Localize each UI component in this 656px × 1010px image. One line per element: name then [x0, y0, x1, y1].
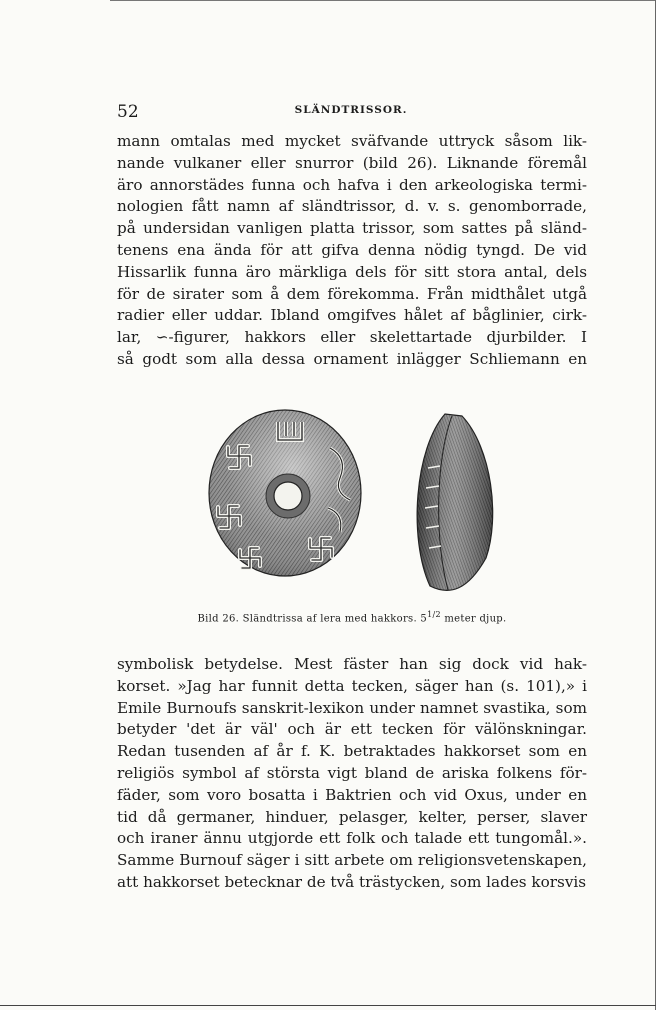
text-line: tenens ena ända för att gifva denna nödig tyngd. De vid [117, 240, 587, 259]
text-line: radier eller uddar. Ibland omgifves hålet af båglinier, cirk- [117, 306, 587, 325]
text-line: betyder 'det är väl' och är ett tecken för välönskningar. [117, 720, 587, 739]
text-line: nande vulkaner eller snurror (bild 26). Liknande föremål [117, 153, 587, 172]
caption-suffix: meter djup. [440, 613, 507, 625]
text-line: mann omtalas med mycket sväfvande uttryck såsom lik- [117, 132, 587, 150]
paragraph-bottom [117, 654, 587, 894]
text-line: religiös symbol af största vigt bland de ariska folkens för- [117, 763, 587, 782]
text-line: Hissarlik funna äro märkliga dels för sitt stora antal, dels [117, 262, 587, 281]
text-line: symbolisk betydelse. Mest fäster han sig dock vid hak- [117, 655, 587, 673]
text-line: på undersidan vanligen platta trissor, som sattes på sländ- [117, 219, 587, 238]
paragraph-top [117, 131, 587, 371]
caption-fraction: 1/2 [427, 610, 441, 619]
text-line: Samme Burnouf säger i sitt arbete om religionsvetenskapen, [117, 851, 587, 870]
text-line: för de sirater som å dem förekomma. Från midthålet utgå [117, 284, 587, 303]
text-line: Redan tusenden af år f. K. betraktades hakkorset som en [117, 742, 587, 761]
whorl-front-view [209, 410, 361, 576]
page-number: 52 [117, 102, 139, 122]
text-line: äro annorstädes funna och hafva i den arkeologiska termi- [117, 175, 587, 194]
page-edge-top [110, 0, 656, 1]
page-edge-bottom [0, 1005, 656, 1006]
text-line: nologien fått namn af sländtrissor, d. v. s. genomborrade, [117, 197, 587, 216]
text-line: att hakkorset betecknar de två trästycken, som lades korsvis [117, 872, 587, 891]
caption-text: Bild 26. Sländtrissa af lera med hakkors. 5 [197, 613, 428, 625]
page-header [117, 102, 585, 126]
text-line: Emile Burnoufs sanskrit-lexikon under namnet svastika, som [117, 698, 587, 717]
spindle-whorl-illustration [200, 408, 520, 598]
text-line: och iraner ännu utgjorde ett folk och talade ett tungomål.». [117, 829, 587, 848]
text-line: lar, ∽-figurer, hakkors eller skelettartade djurbilder. I [117, 328, 587, 347]
text-line: fäder, som voro bosatta i Baktrien och vid Oxus, under en [117, 785, 587, 804]
figure-spindle-whorl [200, 408, 520, 598]
figure-caption [117, 610, 587, 624]
text-line: korset. »Jag har funnit detta tecken, säger han (s. 101),» i [117, 676, 587, 695]
text-line: så godt som alla dessa ornament inlägger Schliemann en [117, 349, 587, 368]
whorl-side-view [417, 414, 493, 590]
text-line: tid då germaner, hinduer, pelasger, kelter, perser, slaver [117, 807, 587, 826]
running-title: SLÄNDTRISSOR. [294, 104, 408, 116]
